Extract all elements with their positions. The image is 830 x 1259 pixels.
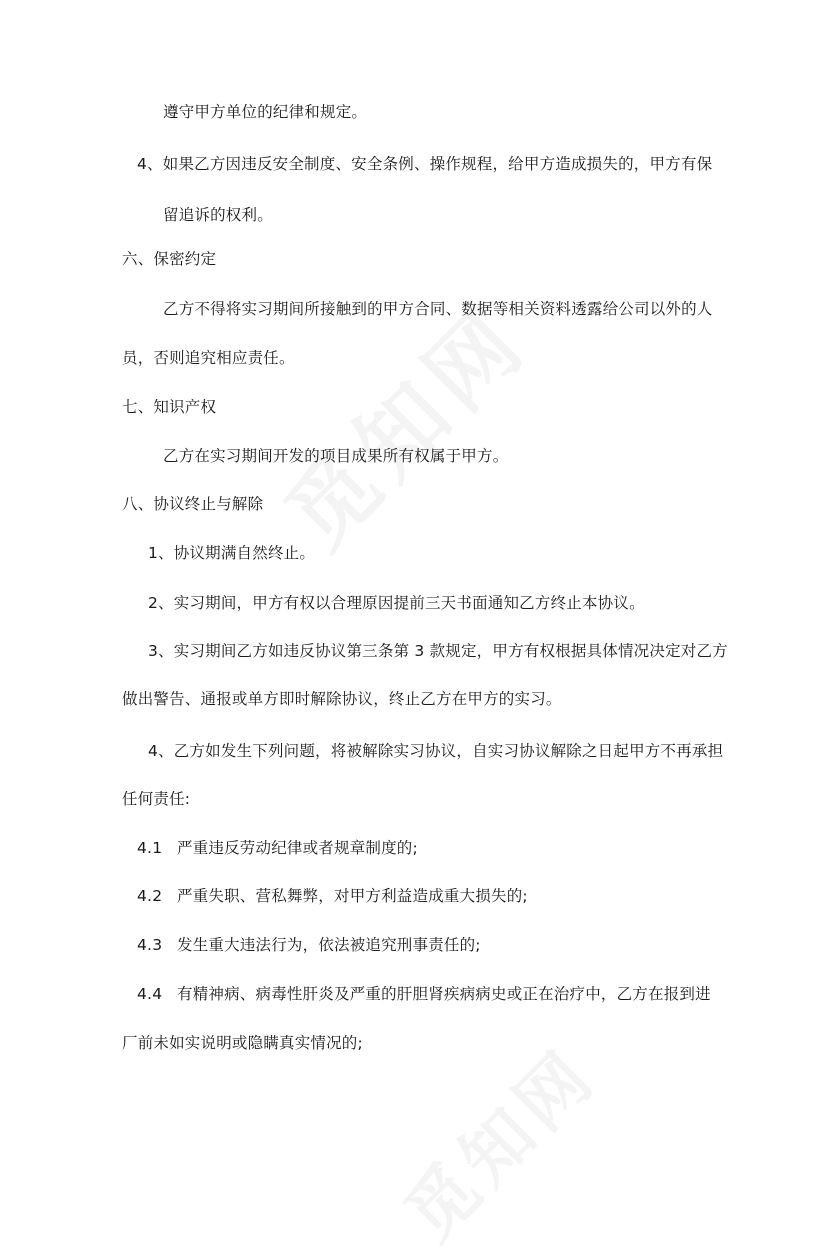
clause-text: 厂前未如实说明或隐瞒真实情况的; — [122, 1034, 363, 1052]
sub-clause — [137, 886, 528, 906]
clause-item: 3、实习期间乙方如违反协议第三条第 3 款规定，甲方有权根据具体情况决定对乙方 — [148, 642, 728, 660]
sub-clause — [137, 935, 481, 955]
clause-text: 留追诉的权利。 — [163, 206, 273, 224]
sub-clause — [137, 984, 711, 1004]
clause-item: 2、实习期间，甲方有权以合理原因提前三天书面通知乙方终止本协议。 — [148, 594, 645, 612]
sub-clause-text: 严重失职、营私舞弊，对甲方利益造成重大损失的; — [177, 887, 528, 905]
clause-text: 员，否则追究相应责任。 — [122, 349, 295, 367]
sub-clause-number: 4.4 — [137, 985, 163, 1003]
sub-clause-text: 发生重大违法行为，依法被追究刑事责任的; — [177, 936, 481, 954]
clause-item: 1、协议期满自然终止。 — [148, 544, 316, 562]
clause-item: 4、乙方如发生下列问题，将被解除实习协议，自实习协议解除之日起甲方不再承担 — [148, 742, 724, 760]
sub-clause-number: 4.3 — [137, 936, 163, 954]
sub-clause-number: 4.1 — [137, 839, 163, 857]
section-heading: 六、保密约定 — [122, 250, 217, 268]
sub-clause-text: 有精神病、病毒性肝炎及严重的肝胆肾疾病病史或正在治疗中，乙方在报到进 — [177, 985, 711, 1003]
clause-text: 遵守甲方单位的纪律和规定。 — [163, 103, 368, 121]
sub-clause-text: 严重违反劳动纪律或者规章制度的; — [177, 839, 418, 857]
sub-clause-number: 4.2 — [137, 887, 163, 905]
sub-clause — [137, 838, 418, 858]
clause-text: 任何责任: — [122, 790, 191, 808]
clause-item: 4、如果乙方因违反安全制度、安全条例、操作规程，给甲方造成损失的，甲方有保 — [137, 155, 713, 173]
section-heading: 七、知识产权 — [122, 398, 217, 416]
watermark — [254, 275, 551, 572]
watermark — [379, 1022, 616, 1259]
section-heading: 八、协议终止与解除 — [122, 495, 264, 513]
clause-text: 乙方不得将实习期间所接触到的甲方合同、数据等相关资料透露给公司以外的人 — [163, 300, 713, 318]
clause-text: 乙方在实习期间开发的项目成果所有权属于甲方。 — [163, 447, 509, 465]
clause-text: 做出警告、通报或单方即时解除协议，终止乙方在甲方的实习。 — [122, 690, 562, 708]
